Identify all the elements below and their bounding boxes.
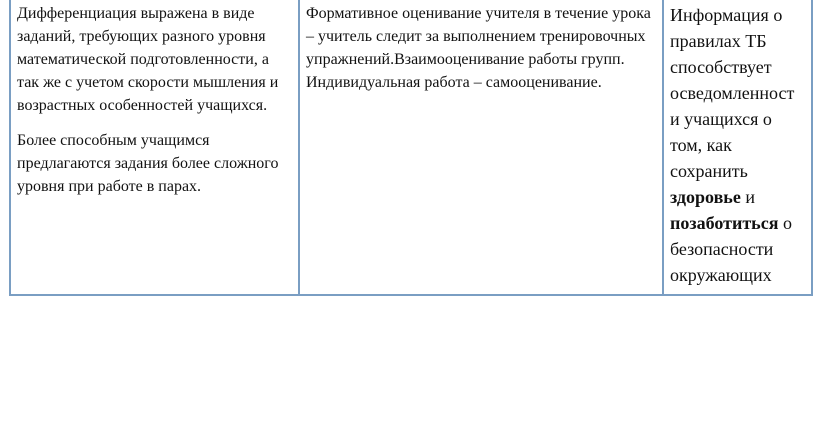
cell-paragraph: Более способным учащимся предлагаются задания более сложного уровня при работе в парах. (17, 132, 279, 195)
cell-text-segment: и (740, 187, 755, 207)
bold-term-take-care: позаботиться (670, 213, 779, 233)
document-table (9, 0, 813, 296)
table-cell-differentiation (10, 0, 299, 295)
bold-term-health: здоровье (670, 187, 741, 207)
cell-paragraph (670, 2, 805, 288)
table-cell-assessment (299, 0, 663, 295)
cell-text-segment: о безопасности окружающих (670, 213, 792, 285)
cell-paragraph: Дифференциация выражена в виде заданий, требующих разного уровня математической подготовленности, а так же с учетом скорости мышления и возрастных особенностей учащихся. (17, 5, 279, 114)
cell-paragraph: Формативное оценивание учителя в течение урока – учитель следит за выполнением тренировочных упражнений.Взаимооценивание работы групп. Индивидуальная работа – самооценивание. (306, 5, 651, 91)
cell-text-segment: Информация о правилах ТБ способствует осведомленност и учащихся о том, как сохранить (670, 5, 795, 181)
table-cell-safety-info (663, 0, 812, 295)
table-row (10, 0, 812, 295)
